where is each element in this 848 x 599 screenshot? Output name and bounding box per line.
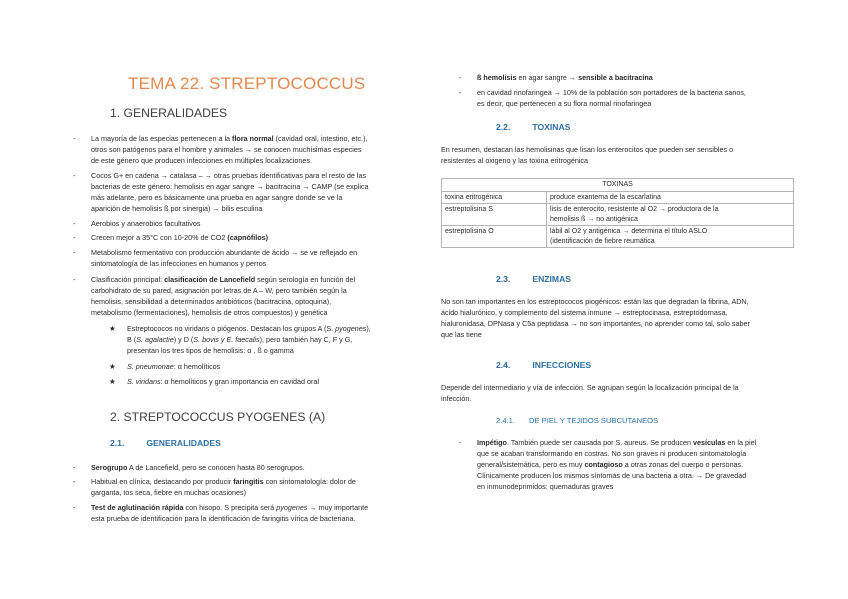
infecciones-paragraph-line: infección. bbox=[441, 394, 472, 403]
table-row bbox=[442, 204, 794, 226]
subsection-2-3-heading: 2.3. ENZIMAS bbox=[496, 274, 572, 284]
table-cell-description: lábil al O2 y antigénica → determina el título ASLO (identificación de fiebre reumática bbox=[547, 226, 794, 248]
dash-bullet: - bbox=[73, 248, 76, 257]
subsection-2-1-heading: 2.1. GENERALIDADES bbox=[110, 438, 221, 448]
enzimas-paragraph-line: que las tiene bbox=[441, 330, 482, 339]
table-row bbox=[442, 226, 794, 248]
page-title: TEMA 22. STREPTOCOCCUS bbox=[128, 74, 366, 93]
section-1-heading: 1. GENERALIDADES bbox=[110, 106, 228, 120]
table-header-cell: TOXINAS bbox=[442, 179, 794, 192]
section-2-heading: 2. STREPTOCOCCUS PYOGENES (A) bbox=[110, 410, 326, 424]
toxins-table bbox=[441, 178, 794, 248]
table-header-row bbox=[442, 179, 794, 192]
star-bullet-icon: ★ bbox=[109, 324, 116, 333]
dash-bullet: - bbox=[73, 477, 76, 486]
dash-bullet: - bbox=[459, 438, 462, 447]
dash-bullet: - bbox=[459, 88, 462, 97]
dash-bullet: - bbox=[459, 73, 462, 82]
table-cell-toxin: estreptolisina S bbox=[442, 204, 547, 226]
dash-bullet: - bbox=[73, 171, 76, 180]
star-bullet-icon: ★ bbox=[109, 362, 116, 371]
dash-bullet: - bbox=[73, 463, 76, 472]
enzimas-paragraph-line: No son tan importantes en los estreptococos piogénicos: están las que degradan la fibrina, ADN, bbox=[441, 297, 749, 306]
table-cell-description: lisis de enterocito, resistente al O2 → productora de la hemolisis ß → no antigénica bbox=[547, 204, 794, 226]
dash-bullet: - bbox=[73, 503, 76, 512]
dash-bullet: - bbox=[73, 219, 76, 228]
enzimas-paragraph-line: ácido hialurónico, y complemento del sistema inmune → estreptocinasa, estreptodornasa, bbox=[441, 308, 728, 317]
star-bullet-icon: ★ bbox=[109, 377, 116, 386]
table-cell-description: produce exantema de la escarlatina bbox=[547, 191, 794, 204]
enzimas-paragraph-line: hialuronidasa, DPNasa y C5a peptidasa → no son importantes, no aprender como tal, solo saber bbox=[441, 319, 750, 328]
infecciones-paragraph-line: Depende del intermediario y vía de infección. Se agrupan según la localización principal de la bbox=[441, 383, 739, 392]
dash-bullet: - bbox=[73, 275, 76, 284]
subsection-2-4-heading: 2.4. INFECCIONES bbox=[496, 360, 592, 370]
table-cell-toxin: toxina eritrogénica bbox=[442, 191, 547, 204]
table-cell-toxin: estreptolisina O bbox=[442, 226, 547, 248]
toxinas-paragraph-line: En resumen, destacan las hemolisinas que lisan los enterocitos que pueden ser sensibles o bbox=[441, 145, 734, 154]
toxinas-paragraph-line: resistentes al oxigeno y las toxina eritrogénica bbox=[441, 156, 589, 165]
dash-bullet: - bbox=[73, 233, 76, 242]
table-row bbox=[442, 191, 794, 204]
subsection-2-2-heading: 2.2. TOXINAS bbox=[496, 122, 571, 132]
dash-bullet: - bbox=[73, 134, 76, 143]
subsection-2-4-1-heading: 2.4.1. DE PIEL Y TEJIDOS SUBCUTANEOS bbox=[496, 416, 659, 425]
